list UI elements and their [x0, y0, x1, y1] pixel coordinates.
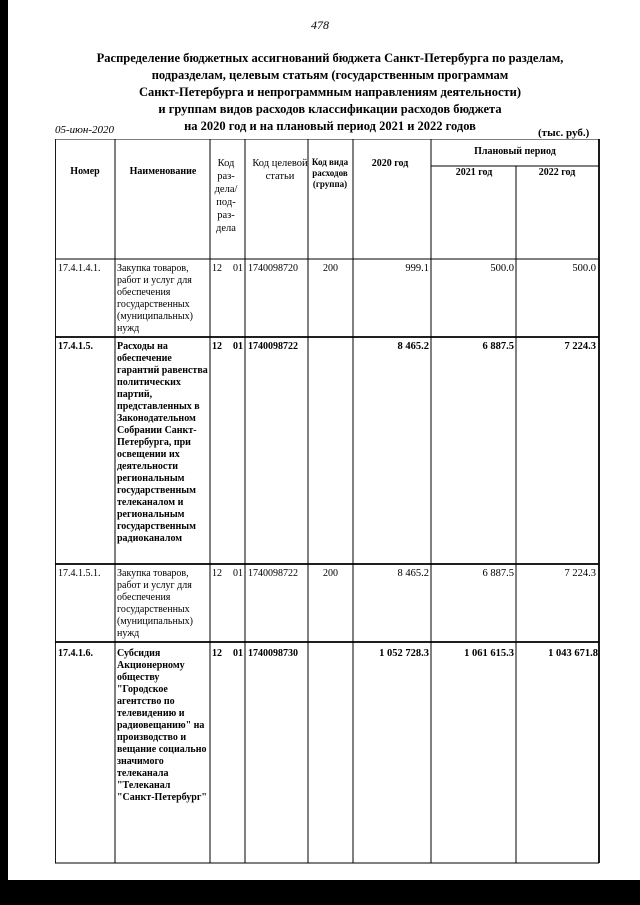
- scan-border-left: [0, 0, 8, 905]
- header-2020: 2020 год: [371, 158, 409, 169]
- title-line: Распределение бюджетных ассигнований бюджета Санкт-Петербурга по разделам,: [96, 51, 564, 65]
- row-2020: 8 465.2: [397, 568, 429, 579]
- row-expense-type: 200: [323, 568, 338, 579]
- row-2021: 500.0: [490, 263, 514, 274]
- row-2021: 6 887.5: [482, 341, 514, 352]
- row-target: 1740098722: [248, 568, 298, 579]
- row-target: 1740098730: [248, 648, 298, 659]
- row-subsection: 01: [233, 341, 243, 352]
- row-number: 17.4.1.5.1.: [58, 568, 101, 579]
- header-2021: 2021 год: [455, 167, 493, 178]
- row-target: 1740098722: [248, 341, 298, 352]
- header-planned-period: Плановый период: [474, 146, 556, 157]
- row-subsection: 01: [233, 263, 243, 274]
- header-2022: 2022 год: [538, 167, 576, 178]
- row-2021: 1 061 615.3: [464, 648, 514, 659]
- row-number: 17.4.1.6.: [58, 648, 93, 659]
- row-expense-type: 200: [323, 263, 338, 274]
- row-section: 12: [212, 341, 222, 352]
- row-name: Закупка товаров, работ и услуг для обеспечения государственных (муниципальных) нужд: [117, 263, 193, 334]
- row-2022: 500.0: [572, 263, 596, 274]
- scan-border-bottom: [0, 880, 640, 905]
- row-2022: 1 043 671.8: [548, 648, 598, 659]
- header-target-code: Код целевой статьи: [252, 158, 308, 182]
- row-2020: 1 052 728.3: [379, 648, 429, 659]
- row-2021: 6 887.5: [482, 568, 514, 579]
- row-target: 1740098720: [248, 263, 298, 274]
- row-name: Закупка товаров, работ и услуг для обеспечения государственных (муниципальных) нужд: [117, 568, 193, 639]
- header-expense-type-code: Код вида расходов (группа): [311, 157, 349, 189]
- page-number: 478: [311, 18, 329, 32]
- header-number: Номер: [70, 166, 100, 177]
- row-section: 12: [212, 648, 222, 659]
- row-2022: 7 224.3: [564, 568, 596, 579]
- row-subsection: 01: [233, 568, 243, 579]
- title-line: на 2020 год и на плановый период 2021 и 2022 годов: [184, 119, 476, 133]
- row-name: Субсидия Акционерному обществу "Городское агентство по телевидению и радиовещанию" на производство и вещание социально значимого телеканала "Телеканал "Санкт-Петербург": [117, 648, 207, 803]
- title-line: Санкт-Петербурга и непрограммным направлениям деятельности): [138, 85, 521, 99]
- row-section: 12: [212, 568, 222, 579]
- row-number: 17.4.1.4.1.: [58, 263, 101, 274]
- row-2020: 999.1: [405, 263, 429, 274]
- header-section-code: Код раз- дела/ под- раз- дела: [214, 158, 238, 234]
- row-2022: 7 224.3: [564, 341, 596, 352]
- row-number: 17.4.1.5.: [58, 341, 93, 352]
- title-line: подразделам, целевым статьям (государственным программам: [151, 68, 509, 82]
- document-title: [60, 50, 600, 135]
- row-subsection: 01: [233, 648, 243, 659]
- document-date: 05-июн-2020: [55, 124, 115, 136]
- title-line: и группам видов расходов классификации расходов бюджета: [158, 102, 502, 116]
- units-label: (тыс. руб.): [538, 127, 590, 139]
- row-2020: 8 465.2: [397, 341, 429, 352]
- header-name: Наименование: [129, 166, 197, 177]
- row-name: Расходы на обеспечение гарантий равенства политических партий, представленных в Законодательном Собрании Санкт-Петербурга, при освещении их деятельности региональным государственным телеканалом и региональным государственным радиоканалом: [117, 341, 208, 544]
- row-section: 12: [212, 263, 222, 274]
